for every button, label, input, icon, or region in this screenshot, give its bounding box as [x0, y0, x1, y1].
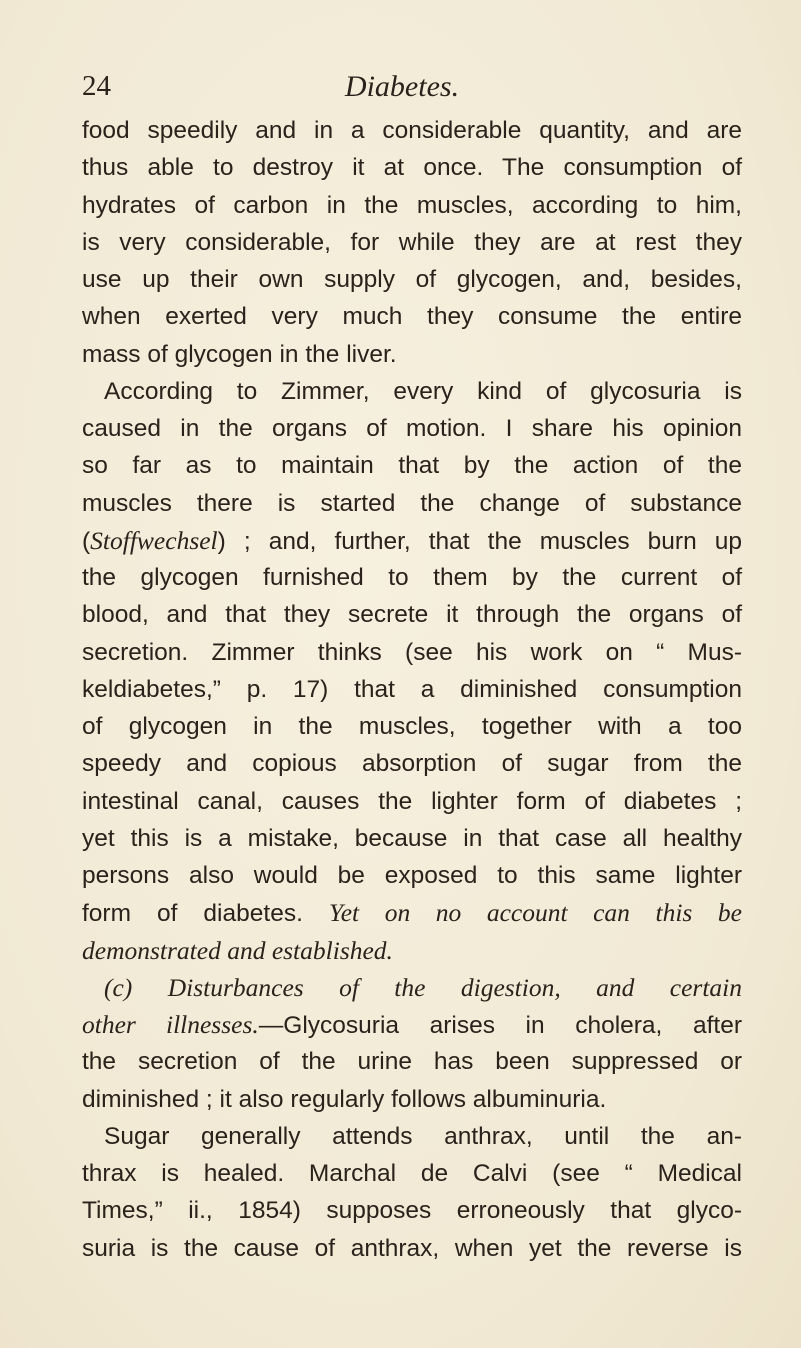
text-line: secretion. Zimmer thinks (see his work on “ Mus-	[82, 638, 742, 666]
italic-phrase: other illnesses.	[82, 1010, 259, 1039]
text-line: Sugar generally attends anthrax, until the an-	[104, 1122, 742, 1150]
text-line: keldiabetes,” p. 17) that a diminished consumption	[82, 675, 742, 703]
text-line: is very considerable, for while they are at rest they	[82, 228, 742, 256]
text-line: blood, and that they secrete it through the organs of	[82, 601, 742, 629]
running-head	[82, 70, 722, 104]
text-line	[82, 1006, 742, 1043]
italic-phrase: Yet on no account can this be	[328, 898, 742, 928]
text-fragment: —Glycosuria arises in cholera, after	[258, 1012, 742, 1039]
text-line: diminished ; it also regularly follows albuminuria.	[82, 1085, 607, 1113]
text-line: yet this is a mistake, because in that case all healthy	[82, 824, 742, 852]
italic-term: Stoffwechsel	[90, 525, 218, 555]
text-fragment: ) ; and, further, that the muscles burn up	[217, 527, 742, 555]
text-line: thrax is healed. Marchal de Calvi (see “ Medical	[82, 1160, 742, 1187]
text-line: use up their own supply of glycogen, and, besides,	[82, 266, 742, 293]
text-line: thus able to destroy it at once. The consumption of	[82, 154, 742, 182]
text-line: hydrates of carbon in the muscles, according to him,	[82, 191, 742, 219]
text-line: food speedily and in a considerable quantity, and are	[82, 117, 742, 144]
text-line	[82, 894, 742, 931]
text-line: the glycogen furnished to them by the current of	[82, 564, 742, 591]
text-line: when exerted very much they consume the entire	[82, 303, 742, 331]
text-fragment: form of diabetes.	[82, 900, 329, 928]
text-line: demonstrated and established.	[82, 935, 393, 965]
text-line: According to Zimmer, every kind of glycosuria is	[104, 377, 742, 405]
text-line: of glycogen in the muscles, together with a too	[82, 713, 742, 740]
text-line: the secretion of the urine has been suppressed or	[82, 1048, 742, 1076]
text-line: so far as to maintain that by the action of the	[82, 452, 742, 480]
section-heading: (c) Disturbances of the digestion, and certain	[104, 972, 742, 1002]
text-line: intestinal canal, causes the lighter form of diabetes ;	[82, 787, 742, 815]
text-line	[82, 522, 742, 559]
text-line: persons also would be exposed to this same lighter	[82, 862, 742, 889]
text-fragment: (	[82, 527, 91, 555]
text-line: suria is the cause of anthrax, when yet the reverse is	[82, 1234, 742, 1262]
text-line: speedy and copious absorption of sugar from the	[82, 750, 742, 778]
running-title: Diabetes.	[344, 70, 460, 103]
text-line: mass of glycogen in the liver.	[82, 340, 397, 368]
text-line: caused in the organs of motion. I share his opinion	[82, 415, 742, 442]
body-text	[82, 112, 742, 1267]
text-line: Times,” ii., 1854) supposes erroneously that glyco-	[82, 1197, 742, 1225]
page-number: 24	[82, 70, 111, 102]
text-line: muscles there is started the change of substance	[82, 489, 742, 517]
